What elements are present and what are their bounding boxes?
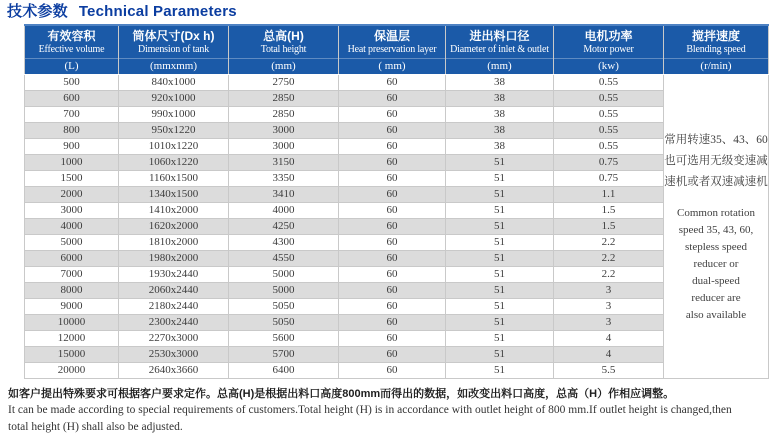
table-cell: 51 xyxy=(446,203,554,219)
table-cell: 6400 xyxy=(229,363,339,379)
table-row xyxy=(25,235,769,251)
table-cell: 0.75 xyxy=(554,155,664,171)
table-cell: 1.1 xyxy=(554,187,664,203)
col-header-unit: (L) xyxy=(25,58,118,74)
table-cell: 8000 xyxy=(25,283,119,299)
table-cell: 51 xyxy=(446,331,554,347)
table-cell: 51 xyxy=(446,187,554,203)
col-header-cn: 筒体尺寸(Dx h) xyxy=(132,29,215,43)
table-cell: 60 xyxy=(339,171,446,187)
table-row xyxy=(25,283,769,299)
table-cell: 60 xyxy=(339,347,446,363)
table-cell: 700 xyxy=(25,107,119,123)
table-cell: 1060x1220 xyxy=(119,155,229,171)
table-row xyxy=(25,219,769,235)
col-header-en: Heat preservation layer xyxy=(347,44,437,55)
table-cell: 990x1000 xyxy=(119,107,229,123)
col-header-en: Dimension of tank xyxy=(137,44,210,55)
table-cell: 51 xyxy=(446,299,554,315)
table-cell: 2850 xyxy=(229,91,339,107)
table-row xyxy=(25,267,769,283)
col-header-unit: (kw) xyxy=(554,58,663,74)
col-header-unit: (mm) xyxy=(229,58,338,74)
table-cell: 3 xyxy=(554,283,664,299)
table-cell: 5700 xyxy=(229,347,339,363)
table-cell: 3 xyxy=(554,315,664,331)
col-header-heat-preservation-layer xyxy=(339,25,446,75)
table-cell: 60 xyxy=(339,331,446,347)
table-cell: 2.2 xyxy=(554,267,664,283)
table-cell: 60 xyxy=(339,219,446,235)
table-cell: 10000 xyxy=(25,315,119,331)
table-cell: 1010x1220 xyxy=(119,139,229,155)
table-cell: 4250 xyxy=(229,219,339,235)
table-body xyxy=(25,75,769,379)
table-cell: 38 xyxy=(446,91,554,107)
col-header-motor-power xyxy=(554,25,664,75)
table-cell: 1930x2440 xyxy=(119,267,229,283)
col-header-inlet-outlet-diameter xyxy=(446,25,554,75)
table-cell: 6000 xyxy=(25,251,119,267)
table-cell: 60 xyxy=(339,139,446,155)
col-header-en: Blending speed xyxy=(686,44,746,55)
table-cell: 60 xyxy=(339,91,446,107)
page-title-cn: 技术参数 xyxy=(7,3,68,20)
table-row xyxy=(25,347,769,363)
table-cell: 840x1000 xyxy=(119,75,229,91)
table-cell: 60 xyxy=(339,107,446,123)
col-header-cn: 进出料口径 xyxy=(469,29,530,43)
table-cell: 38 xyxy=(446,75,554,91)
blending-speed-note-cn: 常用转速35、43、60 也可选用无级变速减 速机或者双速减速机 xyxy=(664,133,768,188)
table-cell: 9000 xyxy=(25,299,119,315)
table-cell: 51 xyxy=(446,155,554,171)
table-cell: 0.55 xyxy=(554,139,664,155)
table-cell: 5000 xyxy=(25,235,119,251)
table-cell: 3000 xyxy=(229,139,339,155)
table-cell: 0.55 xyxy=(554,91,664,107)
col-header-cn: 有效容积 xyxy=(47,29,96,43)
table-cell: 2180x2440 xyxy=(119,299,229,315)
col-header-cn: 保温层 xyxy=(373,29,410,43)
table-cell: 2750 xyxy=(229,75,339,91)
table-cell: 1500 xyxy=(25,171,119,187)
table-cell: 51 xyxy=(446,283,554,299)
table-cell: 4 xyxy=(554,347,664,363)
table-header xyxy=(25,25,769,75)
table-cell: 38 xyxy=(446,123,554,139)
technical-parameters-table xyxy=(24,24,769,379)
table-cell: 5000 xyxy=(229,267,339,283)
table-cell: 2060x2440 xyxy=(119,283,229,299)
table-row xyxy=(25,251,769,267)
table-cell: 5600 xyxy=(229,331,339,347)
col-header-blending-speed xyxy=(664,25,769,75)
table-cell: 51 xyxy=(446,315,554,331)
table-cell: 60 xyxy=(339,315,446,331)
table-row xyxy=(25,299,769,315)
table-cell: 60 xyxy=(339,155,446,171)
table-cell: 12000 xyxy=(25,331,119,347)
table-cell: 38 xyxy=(446,107,554,123)
col-header-total-height xyxy=(229,25,339,75)
table-cell: 4300 xyxy=(229,235,339,251)
table-cell: 2530x3000 xyxy=(119,347,229,363)
col-header-tank-dimension xyxy=(119,25,229,75)
table-cell: 0.55 xyxy=(554,107,664,123)
table-cell: 51 xyxy=(446,171,554,187)
table-cell: 1980x2000 xyxy=(119,251,229,267)
table-cell: 2.2 xyxy=(554,251,664,267)
table-row xyxy=(25,75,769,91)
table-cell: 920x1000 xyxy=(119,91,229,107)
col-header-cn: 搅拌速度 xyxy=(691,29,740,43)
table-cell: 51 xyxy=(446,235,554,251)
table-cell: 7000 xyxy=(25,267,119,283)
table-cell: 5.5 xyxy=(554,363,664,379)
table-row xyxy=(25,171,769,187)
table-cell: 60 xyxy=(339,203,446,219)
table-cell: 0.55 xyxy=(554,75,664,91)
table-row xyxy=(25,331,769,347)
table-cell: 3410 xyxy=(229,187,339,203)
table-row xyxy=(25,139,769,155)
table-cell: 2000 xyxy=(25,187,119,203)
table-header-row xyxy=(25,25,769,75)
table-cell: 2640x3660 xyxy=(119,363,229,379)
table-cell: 1620x2000 xyxy=(119,219,229,235)
table-row xyxy=(25,363,769,379)
table-cell: 5050 xyxy=(229,299,339,315)
table-cell: 60 xyxy=(339,363,446,379)
col-header-en: Motor power xyxy=(583,44,634,55)
table-cell: 2270x3000 xyxy=(119,331,229,347)
table-cell: 3150 xyxy=(229,155,339,171)
col-header-effective-volume xyxy=(25,25,119,75)
table-cell: 20000 xyxy=(25,363,119,379)
col-header-unit: (mm) xyxy=(446,58,553,74)
table-cell: 4550 xyxy=(229,251,339,267)
table-cell: 60 xyxy=(339,75,446,91)
table-cell: 60 xyxy=(339,251,446,267)
table-cell: 60 xyxy=(339,299,446,315)
table-cell: 51 xyxy=(446,267,554,283)
table-cell: 2300x2440 xyxy=(119,315,229,331)
table-cell: 60 xyxy=(339,123,446,139)
table-cell: 0.55 xyxy=(554,123,664,139)
table-cell: 51 xyxy=(446,363,554,379)
table-cell: 500 xyxy=(25,75,119,91)
table-row xyxy=(25,315,769,331)
table-cell: 38 xyxy=(446,139,554,155)
page-title xyxy=(7,3,780,20)
table-cell: 4000 xyxy=(25,219,119,235)
footer-note-en-line1: It can be made according to special requirements of customers.Total height (H) is in accordance with outlet height of 800 mm.If outlet height is changed,then xyxy=(8,404,732,416)
table-cell: 1160x1500 xyxy=(119,171,229,187)
blending-speed-note-en: Common rotation speed 35, 43, 60, stepless speed reducer or dual-speed reducer are also available xyxy=(677,206,755,321)
col-header-unit: (r/min) xyxy=(664,58,768,74)
blending-speed-note-cell xyxy=(664,75,769,379)
table-row xyxy=(25,123,769,139)
col-header-en: Total height xyxy=(260,44,307,55)
table-row xyxy=(25,91,769,107)
table-cell: 950x1220 xyxy=(119,123,229,139)
col-header-unit: (mmxmm) xyxy=(119,58,228,74)
table-row xyxy=(25,203,769,219)
table-cell: 15000 xyxy=(25,347,119,363)
table-cell: 5050 xyxy=(229,315,339,331)
table-cell: 1.5 xyxy=(554,219,664,235)
table-cell: 1.5 xyxy=(554,203,664,219)
col-header-unit: ( mm) xyxy=(339,58,445,74)
table-cell: 1340x1500 xyxy=(119,187,229,203)
table-cell: 60 xyxy=(339,283,446,299)
table-cell: 51 xyxy=(446,219,554,235)
table-cell: 1410x2000 xyxy=(119,203,229,219)
col-header-cn: 电机功率 xyxy=(584,29,633,43)
table-cell: 51 xyxy=(446,347,554,363)
table-cell: 3000 xyxy=(229,123,339,139)
table-cell: 0.75 xyxy=(554,171,664,187)
table-row xyxy=(25,107,769,123)
table-row xyxy=(25,155,769,171)
table-cell: 3350 xyxy=(229,171,339,187)
table-cell: 800 xyxy=(25,123,119,139)
footer-note-cn: 如客户提出特殊要求可根据客户要求定作。总高(H)是根据出料口高度800mm而得出的数据，如改变出料口高度，总高（H）作相应调整。 xyxy=(8,388,675,400)
table-cell: 60 xyxy=(339,235,446,251)
table-cell: 2850 xyxy=(229,107,339,123)
table-cell: 900 xyxy=(25,139,119,155)
table-row xyxy=(25,187,769,203)
table-cell: 4 xyxy=(554,331,664,347)
footer-note xyxy=(8,386,780,436)
page-title-en: Technical Parameters xyxy=(78,3,237,20)
table-cell: 1000 xyxy=(25,155,119,171)
table-cell: 60 xyxy=(339,267,446,283)
col-header-en: Diameter of inlet & outlet xyxy=(450,44,549,55)
table-cell: 60 xyxy=(339,187,446,203)
table-cell: 51 xyxy=(446,251,554,267)
table-cell: 1810x2000 xyxy=(119,235,229,251)
col-header-en: Effective volume xyxy=(38,44,105,55)
table-cell: 2.2 xyxy=(554,235,664,251)
table-cell: 600 xyxy=(25,91,119,107)
footer-note-en-line2: total height (H) shall also be adjusted. xyxy=(8,421,183,433)
table-cell: 4000 xyxy=(229,203,339,219)
col-header-cn: 总高(H) xyxy=(263,29,304,43)
table-cell: 3 xyxy=(554,299,664,315)
table-cell: 3000 xyxy=(25,203,119,219)
table-cell: 5000 xyxy=(229,283,339,299)
